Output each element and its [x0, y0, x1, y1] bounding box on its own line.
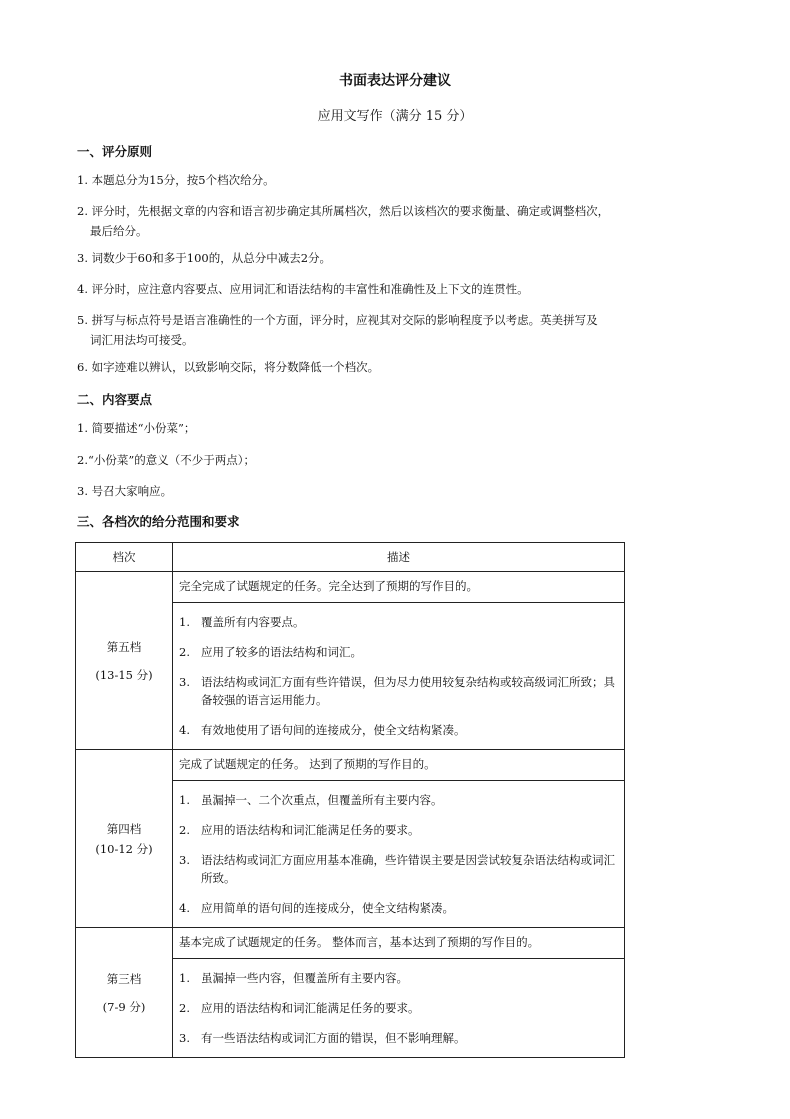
- requirement-text: 虽漏掉一些内容，但覆盖所有主要内容。: [201, 971, 408, 985]
- requirement-text: 有一些语法结构或词汇方面的错误，但不影响理解。: [201, 1031, 466, 1045]
- requirement-item: [179, 999, 618, 1017]
- principle-item: [77, 170, 727, 190]
- requirement-item: [179, 1029, 618, 1047]
- requirement-number: 2.: [179, 1001, 190, 1015]
- requirement-number: 2.: [179, 823, 190, 837]
- requirement-list: [173, 603, 624, 749]
- key-point-text: 1. 简要描述“小份菜”；: [77, 421, 196, 435]
- requirement-item: [179, 821, 618, 839]
- description-cell: [173, 928, 625, 1058]
- level-range: (13-15 分): [95, 667, 153, 682]
- grading-table: [75, 542, 625, 1058]
- level-summary: 完全完成了试题规定的任务。完全达到了预期的写作目的。: [173, 572, 624, 603]
- requirement-text: 语法结构或词汇方面应用基本准确，些许错误主要是因尝试较复杂语法结构或词汇所致。: [201, 853, 615, 885]
- requirement-list: [173, 959, 624, 1057]
- column-header-level: 档次: [76, 543, 173, 572]
- requirement-text: 应用的语法结构和词汇能满足任务的要求。: [201, 1001, 420, 1015]
- principle-text: 1. 本题总分为15分，按5个档次给分。: [77, 173, 275, 187]
- table-row: [76, 750, 625, 928]
- requirement-number: 1.: [179, 615, 190, 629]
- table-row: [76, 572, 625, 750]
- requirement-item: [179, 851, 618, 887]
- requirement-item: [179, 673, 618, 709]
- description-cell: [173, 572, 625, 750]
- description-cell: [173, 750, 625, 928]
- principle-text: 2. 评分时，先根据文章的内容和语言初步确定其所属档次，然后以该档次的要求衡量、确定或调整档次，: [77, 204, 610, 218]
- level-name: 第五档: [106, 639, 142, 654]
- key-point-item: [77, 450, 727, 470]
- principle-item: [77, 310, 727, 350]
- key-point-text: 3. 号召大家响应。: [77, 484, 173, 498]
- requirement-number: 1.: [179, 971, 190, 985]
- requirement-item: [179, 969, 618, 987]
- principle-text: 5. 拼写与标点符号是语言准确性的一个方面，评分时，应视其对交际的影响程度予以考虑。英美拼写及: [77, 313, 598, 327]
- key-point-text: 2.“小份菜”的意义（不少于两点）；: [77, 453, 255, 467]
- level-range: (7-9 分): [102, 999, 146, 1014]
- document-subtitle: 应用文写作（满分 15 分）: [317, 109, 473, 124]
- requirement-item: [179, 721, 618, 739]
- table-row: [76, 928, 625, 1058]
- requirement-number: 3.: [179, 675, 190, 689]
- level-range: (10-12 分): [95, 841, 153, 856]
- principle-item: [77, 248, 727, 268]
- principle-item: [77, 279, 727, 299]
- requirement-number: 2.: [179, 645, 190, 659]
- section-heading-grading: 三、各档次的给分范围和要求: [77, 514, 240, 529]
- document-title: 书面表达评分建议: [339, 73, 451, 89]
- requirement-number: 4.: [179, 901, 190, 915]
- requirement-item: [179, 791, 618, 809]
- key-point-item: [77, 418, 727, 438]
- requirement-text: 应用的语法结构和词汇能满足任务的要求。: [201, 823, 420, 837]
- requirement-text: 覆盖所有内容要点。: [201, 615, 305, 629]
- section-heading-key-points: 二、内容要点: [77, 392, 153, 407]
- requirement-item: [179, 899, 618, 917]
- requirement-item: [179, 643, 618, 661]
- requirement-text: 有效地使用了语句间的连接成分，使全文结构紧凑。: [201, 723, 466, 737]
- requirement-number: 3.: [179, 1031, 190, 1045]
- principle-item: [77, 201, 727, 241]
- principle-item: [77, 357, 727, 377]
- requirement-text: 应用简单的语句间的连接成分，使全文结构紧凑。: [201, 901, 454, 915]
- level-cell: [76, 928, 173, 1058]
- requirement-text: 应用了较多的语法结构和词汇。: [201, 645, 362, 659]
- level-cell: [76, 572, 173, 750]
- principle-text-cont: 词汇用法均可接受。: [90, 333, 194, 347]
- level-name: 第三档: [106, 971, 142, 986]
- level-summary: 基本完成了试题规定的任务。 整体而言，基本达到了预期的写作目的。: [173, 928, 624, 959]
- level-cell: [76, 750, 173, 928]
- requirement-text: 语法结构或词汇方面有些许错误，但为尽力使用较复杂结构或较高级词汇所致；具备较强的语言运用能力。: [201, 675, 615, 707]
- principle-text: 3. 词数少于60和多于100的，从总分中减去2分。: [77, 251, 332, 265]
- level-summary: 完成了试题规定的任务。 达到了预期的写作目的。: [173, 750, 624, 781]
- key-point-item: [77, 481, 727, 501]
- table-header-row: [76, 543, 625, 572]
- level-name: 第四档: [106, 821, 142, 836]
- requirement-number: 1.: [179, 793, 190, 807]
- requirement-number: 3.: [179, 853, 190, 867]
- principle-text: 4. 评分时，应注意内容要点、应用词汇和语法结构的丰富性和准确性及上下文的连贯性。: [77, 282, 529, 296]
- principle-text: 6. 如字迹难以辨认，以致影响交际，将分数降低一个档次。: [77, 360, 380, 374]
- section-heading-principles: 一、评分原则: [77, 144, 153, 159]
- requirement-item: [179, 613, 618, 631]
- requirement-number: 4.: [179, 723, 190, 737]
- requirement-text: 虽漏掉一、二个次重点，但覆盖所有主要内容。: [201, 793, 443, 807]
- principle-text-cont: 最后给分。: [90, 224, 148, 238]
- column-header-description: 描述: [173, 543, 625, 572]
- requirement-list: [173, 781, 624, 927]
